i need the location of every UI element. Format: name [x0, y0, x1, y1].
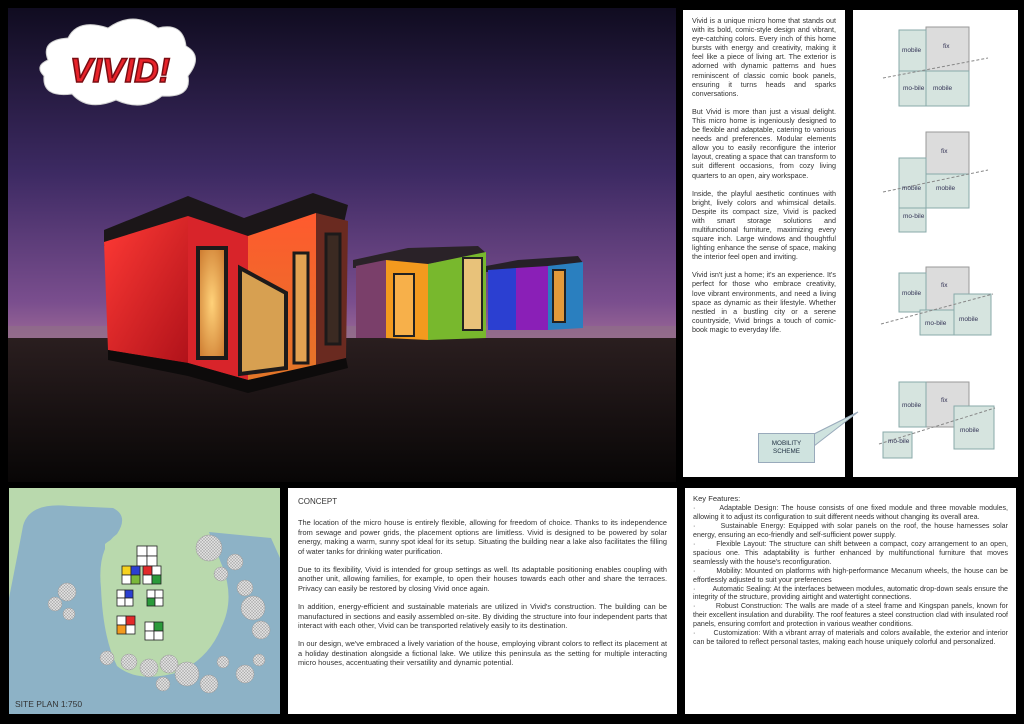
features-heading: Key Features: — [693, 494, 741, 503]
feature-item: · Mobility: Mounted on platforms with high-performance Mecanum wheels, the house can be effortlessly adjusted to suit your preferences — [693, 566, 1008, 584]
concept-paragraph: The location of the micro house is entirely flexible, allowing for freedom of choice. Thanks to its independence from sewage and power grids, the placement options are limitless. Vivid is designed to be powered by solar energy, making a warm, sunny spot ideal for its setup. Situating the building near a lake also facilitates the filling of water tanks for drinking water purification. — [298, 518, 667, 556]
concept-paragraph: Due to its flexibility, Vivid is intended for group settings as well. Its adaptable positioning enables coupling with another unit, allowing families, for example, to open their houses towards each other and share the terraces. Privacy can easily be restored by closing Vivid once again. — [298, 565, 667, 593]
mobile-label: mobile — [959, 316, 979, 323]
feature-text: Robust Construction: The walls are made of a steel frame and Kingspan panels, known for their excellent insulation and durability. The roof features a steel construction clad with insulated roof panels, ensuring comfort and protection in various weather conditions. — [693, 602, 1008, 629]
mobile-split-label: mo-bile — [925, 320, 947, 327]
feature-text: Automatic Sealing: At the interfaces between modules, automatic drop-down seals ensure the integrity of the structure, providing airtight and watertight connections. — [693, 584, 1008, 602]
site-plan — [9, 488, 280, 714]
feature-item: · Robust Construction: The walls are made of a steel frame and Kingspan panels, known for their excellent insulation and durability. The roof features a steel construction clad with insulated roof panels, ensuring comfort and protection in various weather conditions. — [693, 602, 1008, 629]
site-plan-map — [9, 488, 280, 714]
intro-paragraph: Inside, the playful aesthetic continues with bright, lively colors and whimsical details. Despite its compact size, Vivid is packed with smart storage solutions and multifunctional furniture, maximizing every square inch. Large windows and thoughtful lighting enhance the sense of space, making the interior feel open and inviting. — [692, 188, 836, 262]
mobile-split-label: mo-bile — [903, 85, 925, 92]
feature-item: · Automatic Sealing: At the interfaces between modules, automatic drop-down seals ensure the integrity of the structure, providing airtight and watertight connections. — [693, 584, 1008, 602]
fix-label: fix — [941, 282, 948, 289]
mobile-label: mobile — [902, 402, 922, 409]
logo-text: VIVID! — [69, 52, 171, 90]
house-blue — [486, 256, 583, 330]
intro-paragraph: Vivid is a unique micro home that stands out with its bold, comic-style design and vibrant, eye-catching colors. Every inch of this home bursts with energy and creativity, making it feel like a piece of living art. The exterior is adorned with dynamic patterns and hues reminiscent of classic comic book panels, ensuring it turns heads and sparks conversations. — [692, 16, 836, 98]
house-yellow-green — [353, 246, 486, 340]
site-plan-label: SITE PLAN 1:750 — [15, 699, 83, 709]
fix-label: fix — [941, 148, 948, 155]
concept-paragraph: In addition, energy-efficient and sustainable materials are utilized in Vivid's construction. The building can be manufactured in sections and easily assembled on-site. By dividing the structure into four independent parts that interact with each other, Vivid can be transported relatively easily to its destination. — [298, 602, 667, 631]
mobility-scheme-callout: MOBILITY SCHEME — [758, 433, 815, 463]
intro-text-column — [683, 10, 845, 477]
feature-text: Adaptable Design: The house consists of one fixed module and three movable modules, allowing it to adjust its configuration to suit different needs without changing its overall area. — [693, 503, 1008, 521]
mobile-label: mobile — [902, 47, 922, 54]
mobile-label: mobile — [902, 185, 922, 192]
hero-render — [8, 8, 676, 482]
mobile-label: mobile — [902, 290, 922, 297]
intro-paragraph: Vivid isn't just a home; it's an experience. It's perfect for those who embrace creativity, love vibrant environments, and need a living space as dynamic as their lifestyle. Whether nestled in a bustling city or a serene countryside, Vivid brings a touch of comic-book magic to everyday life. — [692, 270, 836, 334]
feature-text: Sustainable Energy: Equipped with solar panels on the roof, the house harnesses solar energy, ensuring an eco-friendly and self-sufficient power supply. — [693, 521, 1008, 539]
hero-illustration — [8, 8, 676, 482]
config-3 — [881, 267, 993, 335]
feature-text: Flexible Layout: The structure can shift between a compact, cozy arrangement to an open, spacious one. This adaptability is further enhanced by multifunctional furniture that moves seamlessly with the house's reconfiguration. — [693, 539, 1008, 566]
intro-paragraph: But Vivid is more than just a visual delight. This micro home is ingeniously designed to be flexible and adaptable, catering to various needs and preferences. Modular elements allow you to easily reconfigure the interior layout, creating a space that can transform to suit different occasions, from cozy living quarters to an open, airy workspace. — [692, 106, 836, 180]
feature-text: Customization: With a vibrant array of materials and colors available, the exterior and interior can be tailored to reflect personal tastes, making each house uniquely colorful and personalized. — [693, 629, 1008, 647]
feature-text: Mobility: Mounted on platforms with high-performance Mecanum wheels, the house can be effortlessly adjusted to suit your preferences — [693, 566, 1008, 584]
mobility-diagrams — [853, 10, 1018, 477]
feature-item: · Flexible Layout: The structure can shift between a compact, cozy arrangement to an open, spacious one. This adaptability is further enhanced by multifunctional furniture that moves seamlessly with the house's reconfiguration. — [693, 539, 1008, 566]
house-red — [104, 193, 348, 393]
feature-item: · Customization: With a vibrant array of materials and colors available, the exterior and interior can be tailored to reflect personal tastes, making each house uniquely colorful and personalized. — [693, 629, 1008, 647]
fix-label: fix — [941, 397, 948, 404]
mobility-scheme — [853, 10, 1018, 477]
mobile-label: mobile — [936, 185, 956, 192]
feature-item: · Sustainable Energy: Equipped with solar panels on the roof, the house harnesses solar energy, ensuring an eco-friendly and self-sufficient power supply. — [693, 521, 1008, 539]
concept-paragraph: In our design, we've embraced a lively variation of the house, employing vibrant colors to reflect its placement at a holiday destination alongside a fictional lake. We utilize this peninsula as the setting for multiple interacting micro houses, accentuating their versatility and dynamic potential. — [298, 639, 667, 668]
mobile-split-label: mo-bile — [903, 213, 925, 220]
config-1 — [883, 27, 988, 106]
mobile-label: mobile — [933, 85, 953, 92]
concept-panel — [288, 488, 677, 714]
fix-label: fix — [943, 43, 950, 50]
mobile-split-label: mo-bile — [888, 438, 910, 445]
config-2 — [883, 132, 988, 232]
key-features-panel — [685, 488, 1016, 714]
config-4 — [879, 382, 995, 458]
concept-heading: CONCEPT — [298, 497, 338, 506]
feature-item: · Adaptable Design: The house consists of one fixed module and three movable modules, allowing it to adjust its configuration to suit different needs without changing its overall area. — [693, 503, 1008, 521]
mobile-label: mobile — [960, 427, 980, 434]
